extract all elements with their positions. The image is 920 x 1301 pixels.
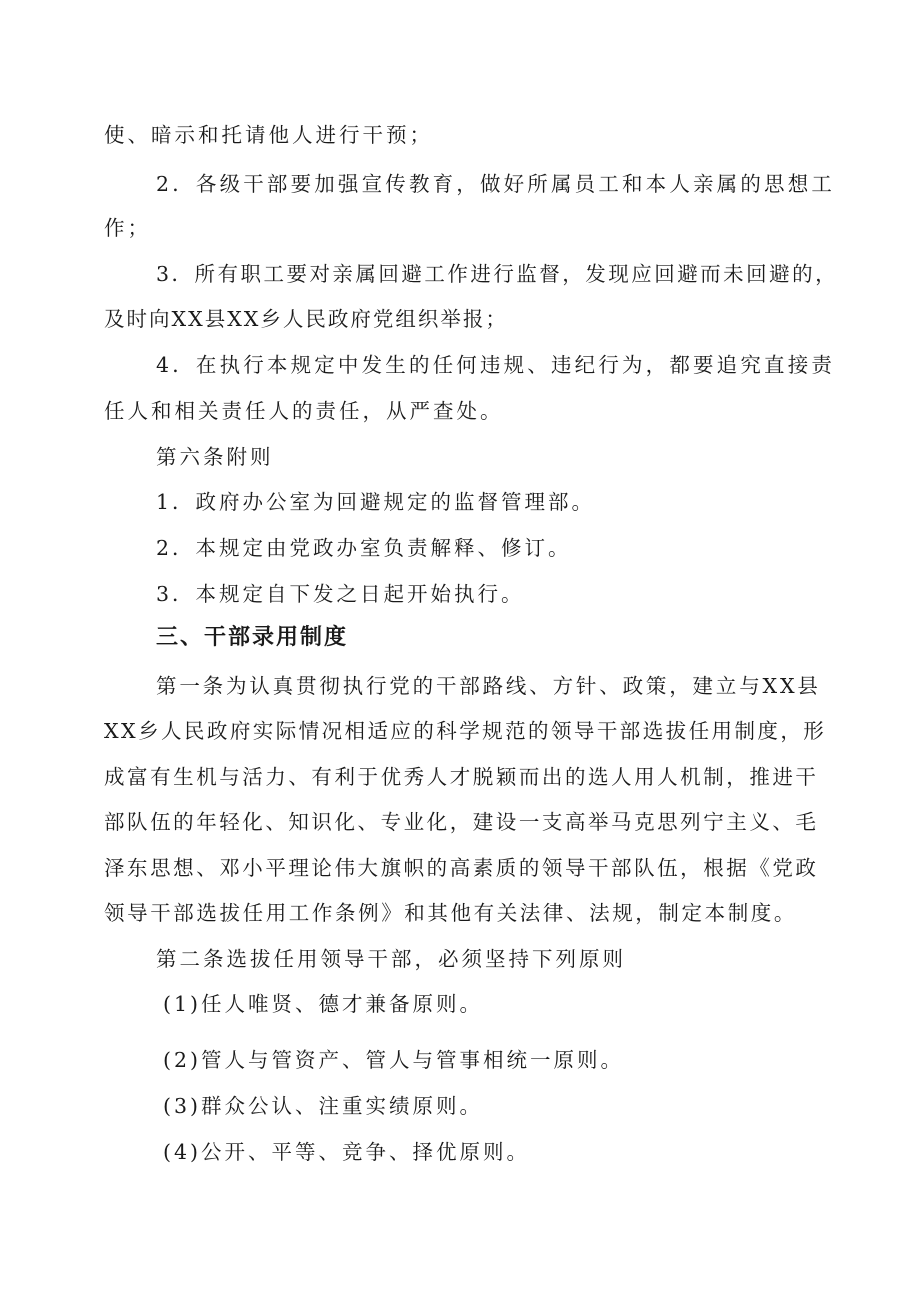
principle-3: (3)群众公认、注重实绩原则。 (163, 1094, 484, 1118)
text-line-15: 成 富 有 生 机 与 活 力 、 有 利 于 优 秀 人 才 脱 颖 而 出 的 选 人 用 人 机 制 ， 推 进 干 (104, 765, 816, 789)
text-line-10: 2．本规定由党政办室负责解释、修订。 (156, 536, 572, 560)
text-line-16: 部 队 伍 的 年 轻 化 、 知 识 化 、 专 业 化 ， 建 设 一 支 高 举 马 克 思 列 宁 主 义 、 毛 (104, 810, 816, 834)
text-line-6: 4 ． 在 执 行 本 规 定 中 发 生 的 任 何 违 规 、 违 纪 行 为 ， 都 要 追 究 直 接 责 (156, 353, 832, 377)
text-line-14: X X 乡 人 民 政 府 实 际 情 况 相 适 应 的 科 学 规 范 的 领 导 干 部 选 拔 任 用 制 度 ， 形 (104, 719, 824, 743)
principle-4: (4)公开、平等、竞争、择优原则。 (163, 1140, 531, 1164)
text-line-1: 使、暗示和托请他人进行干预； (104, 123, 433, 147)
text-line-19: 第二条选拔任用领导干部，必须坚持下列原则 (156, 947, 626, 971)
text-line-18: 领导干部选拔任用工作条例》和其他有关法律、法规，制定本制度。 (104, 901, 797, 925)
principle-1: (1)任人唯贤、德才兼备原则。 (163, 992, 484, 1016)
text-line-9: 1．政府办公室为回避规定的监督管理部。 (156, 490, 596, 514)
text-line-5: 及时向XX县XX乡人民政府党组织举报； (104, 307, 508, 331)
text-line-4: 3 ． 所 有 职 工 要 对 亲 属 回 避 工 作 进 行 监 督 ， 发 现 应 回 避 而 未 回 避 的 ， (156, 262, 836, 286)
text-line-13: 第 一 条 为 认 真 贯 彻 执 行 党 的 干 部 路 线 、 方 针 、 政 策 ， 建 立 与 X X 县 (156, 674, 818, 698)
text-line-8: 第六条附则 (156, 445, 274, 469)
text-line-7: 任人和相关责任人的责任，从严查处。 (104, 399, 504, 423)
principle-2: (2)管人与管资产、管人与管事相统一原则。 (163, 1048, 625, 1072)
text-line-3: 作； (104, 216, 151, 240)
section-heading: 三、干部录用制度 (156, 625, 349, 650)
text-line-17: 泽 东 思 想 、 邓 小 平 理 论 伟 大 旗 帜 的 高 素 质 的 领 导 干 部 队 伍 ， 根 据 《 党 政 (104, 856, 816, 880)
text-line-2: 2 ． 各 级 干 部 要 加 强 宣 传 教 育 ， 做 好 所 属 员 工 和 本 人 亲 属 的 思 想 工 (156, 172, 832, 196)
text-line-11: 3．本规定自下发之日起开始执行。 (156, 582, 525, 606)
